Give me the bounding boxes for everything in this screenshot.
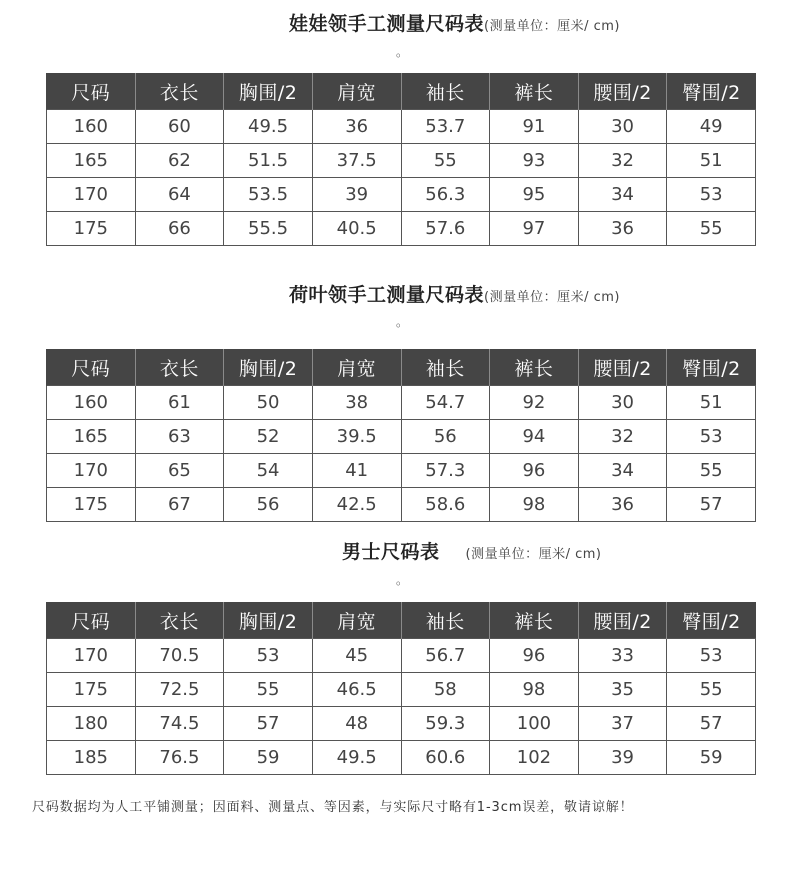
table-cell: 72.5 bbox=[135, 673, 224, 707]
table-cell: 42.5 bbox=[312, 488, 401, 522]
table-cell: 58 bbox=[401, 673, 490, 707]
header-cell: 腰围/2 bbox=[578, 73, 667, 110]
table-2-dot: 。 bbox=[396, 315, 409, 329]
table-cell: 175 bbox=[47, 212, 136, 246]
table-header-row bbox=[47, 73, 756, 110]
table-cell: 32 bbox=[578, 420, 667, 454]
table-cell: 170 bbox=[47, 639, 136, 673]
header-cell: 腰围/2 bbox=[578, 602, 667, 639]
table-cell: 55 bbox=[401, 144, 490, 178]
table-row bbox=[47, 178, 756, 212]
table-cell: 53.7 bbox=[401, 110, 490, 144]
table-cell: 30 bbox=[578, 110, 667, 144]
header-cell: 臀围/2 bbox=[667, 73, 756, 110]
table-row bbox=[47, 707, 756, 741]
table-cell: 36 bbox=[578, 212, 667, 246]
table-cell: 54.7 bbox=[401, 386, 490, 420]
table-cell: 58.6 bbox=[401, 488, 490, 522]
header-cell: 尺码 bbox=[47, 349, 136, 386]
table-cell: 94 bbox=[490, 420, 579, 454]
table-cell: 41 bbox=[312, 454, 401, 488]
table-cell: 175 bbox=[47, 488, 136, 522]
table-row bbox=[47, 144, 756, 178]
table-cell: 74.5 bbox=[135, 707, 224, 741]
table-cell: 34 bbox=[578, 178, 667, 212]
table-2-title: 荷叶领手工测量尺码表 bbox=[289, 284, 485, 306]
table-cell: 55 bbox=[667, 212, 756, 246]
header-cell: 袖长 bbox=[401, 349, 490, 386]
header-cell: 臀围/2 bbox=[667, 602, 756, 639]
header-cell: 胸围/2 bbox=[224, 73, 313, 110]
table-2-title-row bbox=[289, 280, 620, 310]
table-header-row bbox=[47, 602, 756, 639]
table-cell: 57 bbox=[224, 707, 313, 741]
table-cell: 39.5 bbox=[312, 420, 401, 454]
table-cell: 61 bbox=[135, 386, 224, 420]
table-1-title-row bbox=[289, 9, 620, 39]
header-cell: 裤长 bbox=[490, 602, 579, 639]
header-cell: 裤长 bbox=[490, 349, 579, 386]
header-cell: 肩宽 bbox=[312, 349, 401, 386]
header-cell: 胸围/2 bbox=[224, 349, 313, 386]
table-cell: 57.6 bbox=[401, 212, 490, 246]
table-cell: 76.5 bbox=[135, 741, 224, 775]
table-row bbox=[47, 454, 756, 488]
table-cell: 62 bbox=[135, 144, 224, 178]
table-3-title: 男士尺码表 bbox=[342, 541, 440, 563]
table-row bbox=[47, 212, 756, 246]
table-cell: 56.3 bbox=[401, 178, 490, 212]
table-cell: 64 bbox=[135, 178, 224, 212]
header-cell: 衣长 bbox=[135, 349, 224, 386]
table-cell: 59 bbox=[224, 741, 313, 775]
table-cell: 95 bbox=[490, 178, 579, 212]
table-cell: 55.5 bbox=[224, 212, 313, 246]
header-cell: 尺码 bbox=[47, 602, 136, 639]
table-cell: 36 bbox=[312, 110, 401, 144]
table-cell: 96 bbox=[490, 454, 579, 488]
header-cell: 尺码 bbox=[47, 73, 136, 110]
table-cell: 98 bbox=[490, 673, 579, 707]
table-cell: 39 bbox=[312, 178, 401, 212]
table-cell: 102 bbox=[490, 741, 579, 775]
table-cell: 33 bbox=[578, 639, 667, 673]
size-table-2 bbox=[46, 349, 756, 522]
table-cell: 56.7 bbox=[401, 639, 490, 673]
table-cell: 66 bbox=[135, 212, 224, 246]
table-cell: 93 bbox=[490, 144, 579, 178]
table-cell: 63 bbox=[135, 420, 224, 454]
table-cell: 34 bbox=[578, 454, 667, 488]
table-cell: 180 bbox=[47, 707, 136, 741]
table-cell: 53.5 bbox=[224, 178, 313, 212]
table-cell: 185 bbox=[47, 741, 136, 775]
table-cell: 48 bbox=[312, 707, 401, 741]
table-cell: 46.5 bbox=[312, 673, 401, 707]
table-cell: 51 bbox=[667, 144, 756, 178]
table-cell: 92 bbox=[490, 386, 579, 420]
table-cell: 57 bbox=[667, 488, 756, 522]
table-cell: 91 bbox=[490, 110, 579, 144]
table-cell: 160 bbox=[47, 110, 136, 144]
table-cell: 49 bbox=[667, 110, 756, 144]
table-1-title: 娃娃领手工测量尺码表 bbox=[289, 13, 485, 35]
table-cell: 57.3 bbox=[401, 454, 490, 488]
table-cell: 98 bbox=[490, 488, 579, 522]
table-cell: 32 bbox=[578, 144, 667, 178]
header-cell: 肩宽 bbox=[312, 73, 401, 110]
table-cell: 49.5 bbox=[312, 741, 401, 775]
table-row bbox=[47, 386, 756, 420]
table-cell: 59 bbox=[667, 741, 756, 775]
table-cell: 37.5 bbox=[312, 144, 401, 178]
table-cell: 56 bbox=[401, 420, 490, 454]
table-cell: 170 bbox=[47, 178, 136, 212]
size-table-1 bbox=[46, 73, 756, 246]
table-cell: 45 bbox=[312, 639, 401, 673]
table-cell: 55 bbox=[667, 673, 756, 707]
table-cell: 40.5 bbox=[312, 212, 401, 246]
table-cell: 51.5 bbox=[224, 144, 313, 178]
table-cell: 51 bbox=[667, 386, 756, 420]
size-table-3 bbox=[46, 602, 756, 775]
table-row bbox=[47, 110, 756, 144]
table-cell: 56 bbox=[224, 488, 313, 522]
table-cell: 67 bbox=[135, 488, 224, 522]
table-cell: 60.6 bbox=[401, 741, 490, 775]
table-cell: 36 bbox=[578, 488, 667, 522]
table-1-unit: (测量单位：厘米/ cm) bbox=[484, 19, 620, 34]
table-cell: 57 bbox=[667, 707, 756, 741]
table-3-unit: (测量单位：厘米/ cm) bbox=[465, 547, 602, 562]
table-cell: 53 bbox=[667, 420, 756, 454]
table-cell: 65 bbox=[135, 454, 224, 488]
table-cell: 165 bbox=[47, 420, 136, 454]
table-cell: 165 bbox=[47, 144, 136, 178]
table-cell: 160 bbox=[47, 386, 136, 420]
table-2-unit: (测量单位：厘米/ cm) bbox=[484, 290, 620, 305]
table-cell: 96 bbox=[490, 639, 579, 673]
table-row bbox=[47, 673, 756, 707]
table-cell: 30 bbox=[578, 386, 667, 420]
header-cell: 衣长 bbox=[135, 73, 224, 110]
header-cell: 腰围/2 bbox=[578, 349, 667, 386]
table-row bbox=[47, 420, 756, 454]
table-cell: 37 bbox=[578, 707, 667, 741]
measurement-disclaimer: 尺码数据均为人工平铺测量；因面料、测量点、等因素，与实际尺寸略有1-3cm误差，敬请谅解！ bbox=[32, 800, 634, 815]
table-cell: 70.5 bbox=[135, 639, 224, 673]
table-cell: 97 bbox=[490, 212, 579, 246]
table-1-dot: 。 bbox=[396, 45, 409, 59]
table-cell: 60 bbox=[135, 110, 224, 144]
table-cell: 53 bbox=[224, 639, 313, 673]
table-cell: 35 bbox=[578, 673, 667, 707]
table-cell: 52 bbox=[224, 420, 313, 454]
table-cell: 100 bbox=[490, 707, 579, 741]
table-cell: 55 bbox=[224, 673, 313, 707]
table-cell: 53 bbox=[667, 639, 756, 673]
table-cell: 39 bbox=[578, 741, 667, 775]
table-3-dot: 。 bbox=[396, 573, 409, 587]
table-3-title-row bbox=[342, 537, 601, 567]
table-cell: 59.3 bbox=[401, 707, 490, 741]
header-cell: 衣长 bbox=[135, 602, 224, 639]
table-row bbox=[47, 639, 756, 673]
header-cell: 肩宽 bbox=[312, 602, 401, 639]
table-cell: 50 bbox=[224, 386, 313, 420]
table-row bbox=[47, 488, 756, 522]
table-cell: 53 bbox=[667, 178, 756, 212]
header-cell: 臀围/2 bbox=[667, 349, 756, 386]
header-cell: 裤长 bbox=[490, 73, 579, 110]
table-row bbox=[47, 741, 756, 775]
table-cell: 54 bbox=[224, 454, 313, 488]
header-cell: 胸围/2 bbox=[224, 602, 313, 639]
table-cell: 170 bbox=[47, 454, 136, 488]
header-cell: 袖长 bbox=[401, 602, 490, 639]
table-cell: 49.5 bbox=[224, 110, 313, 144]
table-cell: 38 bbox=[312, 386, 401, 420]
header-cell: 袖长 bbox=[401, 73, 490, 110]
table-header-row bbox=[47, 349, 756, 386]
table-cell: 55 bbox=[667, 454, 756, 488]
table-cell: 175 bbox=[47, 673, 136, 707]
